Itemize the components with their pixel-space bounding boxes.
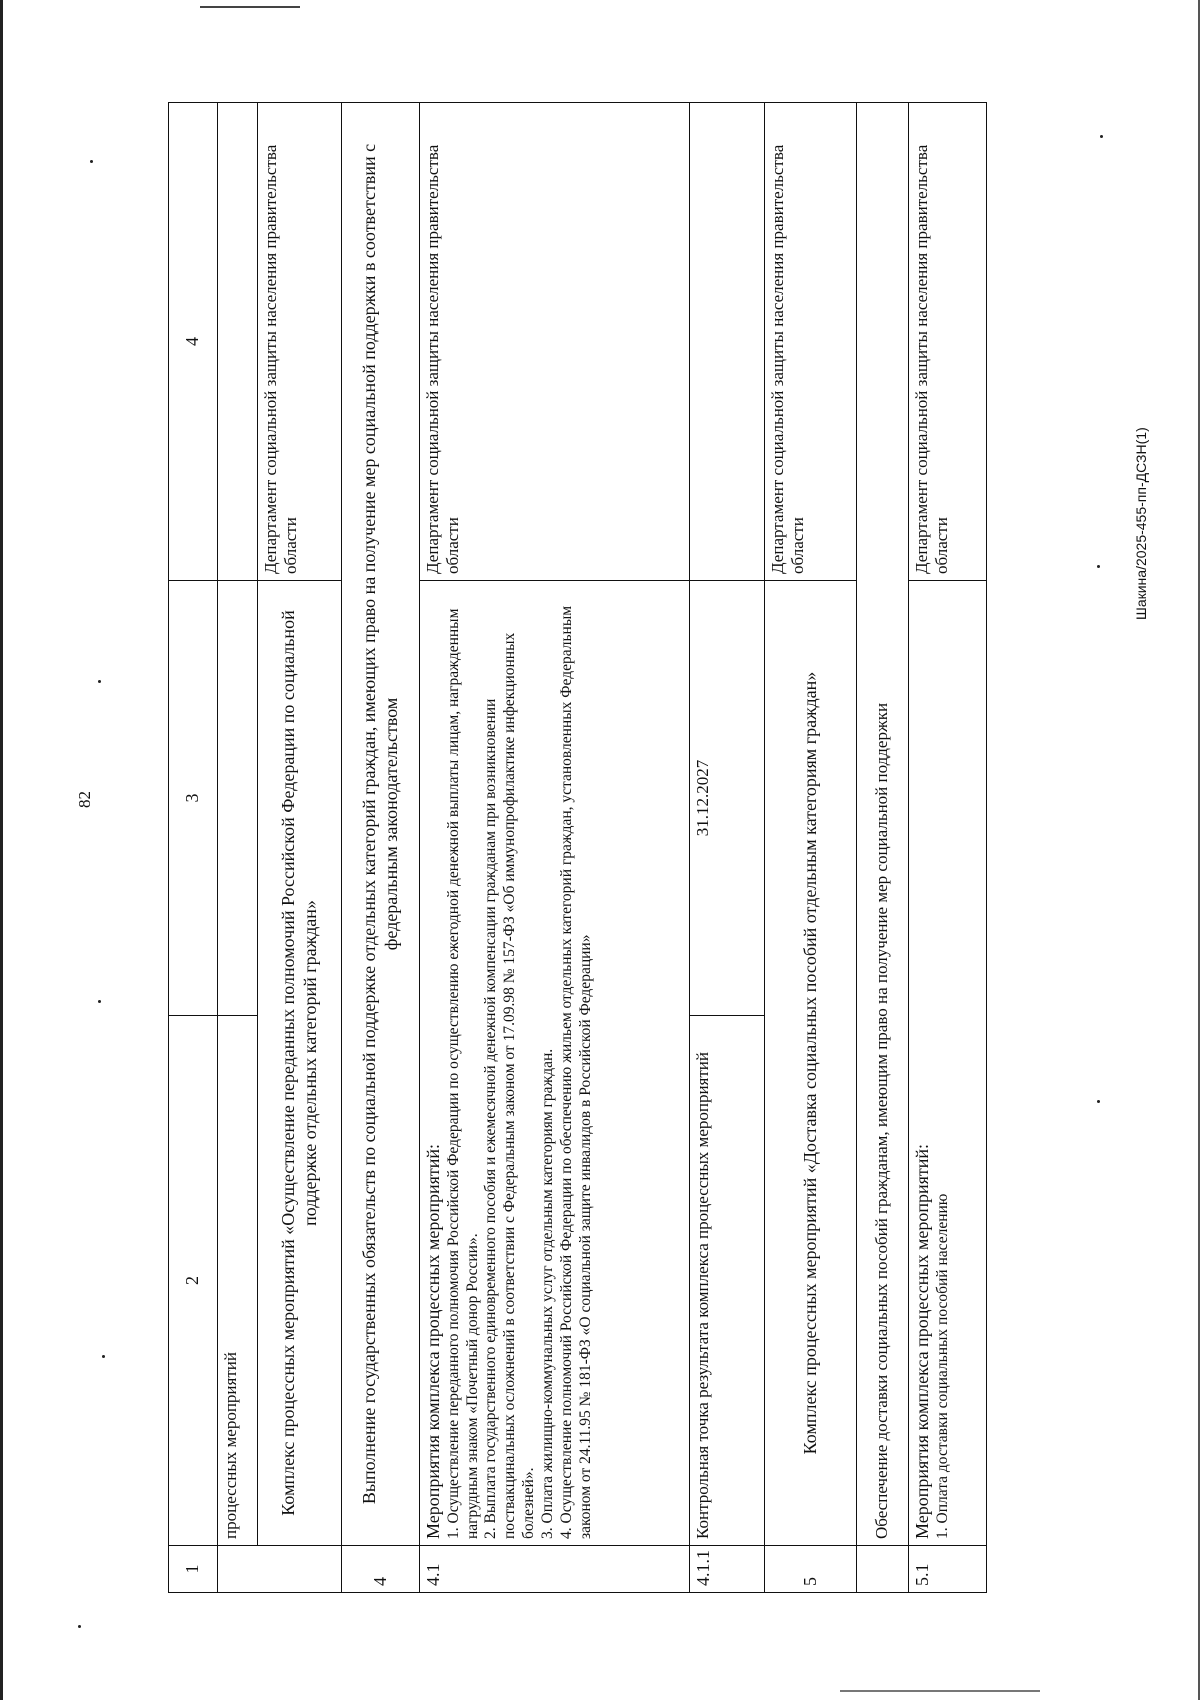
rotated-table-container — [168, 103, 987, 1593]
measure-item: 1. Осуществление переданного полномочия Российской Федерации по осуществлению ежегодной денежной выплаты лицам, награжденным нагрудным знаком «Почетный донор России». — [444, 608, 481, 1539]
complex-title: Комплекс процессных мероприятий «Доставка социальных пособий отдельным категориям граждан» — [765, 581, 857, 1546]
row-number: 4 — [342, 1546, 420, 1593]
scan-speck — [1097, 1100, 1100, 1103]
table-row — [909, 103, 987, 1593]
row-number — [258, 1546, 342, 1593]
measures-heading: Мероприятия комплекса процессных мероприятий: — [423, 1143, 443, 1539]
scan-mark-bottom — [840, 1690, 1040, 1692]
control-point-text: Контрольная точка результата комплекса процессных мероприятий — [690, 1016, 765, 1546]
measures-list — [420, 581, 690, 1546]
control-point-date: 31.12.2027 — [690, 581, 765, 1016]
table-row — [342, 103, 420, 1593]
table-row — [420, 103, 690, 1593]
header-col-1: 1 — [169, 1546, 218, 1593]
row-number: 4.1 — [420, 1546, 690, 1593]
scan-edge-left — [0, 0, 3, 1700]
document-code: Шакина/2025-455-пп-ДСЗН(1) — [1133, 427, 1149, 620]
scan-speck — [98, 680, 101, 683]
scan-speck — [1100, 135, 1103, 138]
table-row — [690, 103, 765, 1593]
table-row — [857, 103, 909, 1593]
table-header-row — [169, 103, 218, 1593]
row-continuation-text: процессных мероприятий — [218, 1016, 258, 1546]
empty-cell — [218, 103, 258, 581]
complex-title: Комплекс процессных мероприятий «Осуществление переданных полномочий Российской Федерации по социальной поддержке отдельных категорий граждан» — [258, 581, 342, 1546]
scan-speck — [102, 1355, 105, 1358]
header-col-3: 3 — [169, 581, 218, 1016]
task-title: Выполнение государственных обязательств по социальной поддержке отдельных категорий граждан, имеющих право на получение мер социальной поддержки в соответствии с федеральным законодательством — [342, 103, 420, 1546]
responsible-department: Департамент социальной защиты населения правительства области — [765, 103, 857, 581]
measures-heading: Мероприятия комплекса процессных мероприятий: — [912, 1143, 932, 1539]
header-col-2: 2 — [169, 1016, 218, 1546]
row-number: 5 — [765, 1546, 857, 1593]
scan-speck — [1097, 565, 1100, 568]
row-number — [857, 1546, 909, 1593]
measures-list — [909, 581, 987, 1546]
header-col-4: 4 — [169, 103, 218, 581]
responsible-department: Департамент социальной защиты населения правительства области — [909, 103, 987, 581]
scan-speck — [78, 1625, 81, 1628]
table-row — [765, 103, 857, 1593]
row-number: 5.1 — [909, 1546, 987, 1593]
row-number: 4.1.1 — [690, 1546, 765, 1593]
task-title: Обеспечение доставки социальных пособий гражданам, имеющим право на получение мер социальной поддержки — [857, 103, 909, 1546]
empty-cell — [218, 581, 258, 1016]
measure-item: 3. Оплата жилищно-коммунальных услуг отдельным категориям граждан. — [539, 1048, 557, 1539]
table-row — [258, 103, 342, 1593]
measure-item: 4. Осуществление полномочий Российской Федерации по обеспечению жильем отдельных категорий граждан, установленных Федеральным законом от 24.11.95 № 181-ФЗ «О социальной защите инвалидов в Российской Федерации» — [558, 605, 594, 1539]
scan-mark-top — [200, 6, 300, 8]
measure-item: 2. Выплата государственного единовременного пособия и ежемесячной денежной компенсации гражданам при возникновении поствакцинальных осложнений в соответствии с Федеральным законом от 17.09.98 № 157-ФЗ «Об иммунопрофилактике инфекционных болезней». — [482, 632, 538, 1539]
responsible-department: Департамент социальной защиты населения правительства области — [258, 103, 342, 581]
measures-table — [168, 102, 987, 1593]
measure-item: 1. Оплата доставки социальных пособий населению — [933, 1193, 951, 1539]
page-number: 82 — [75, 791, 94, 808]
row-number — [218, 1546, 258, 1593]
responsible-department: Департамент социальной защиты населения правительства области — [420, 103, 690, 581]
scan-speck — [98, 1000, 101, 1003]
table-row — [218, 103, 258, 1593]
empty-cell — [690, 103, 765, 581]
scan-speck — [90, 160, 93, 163]
